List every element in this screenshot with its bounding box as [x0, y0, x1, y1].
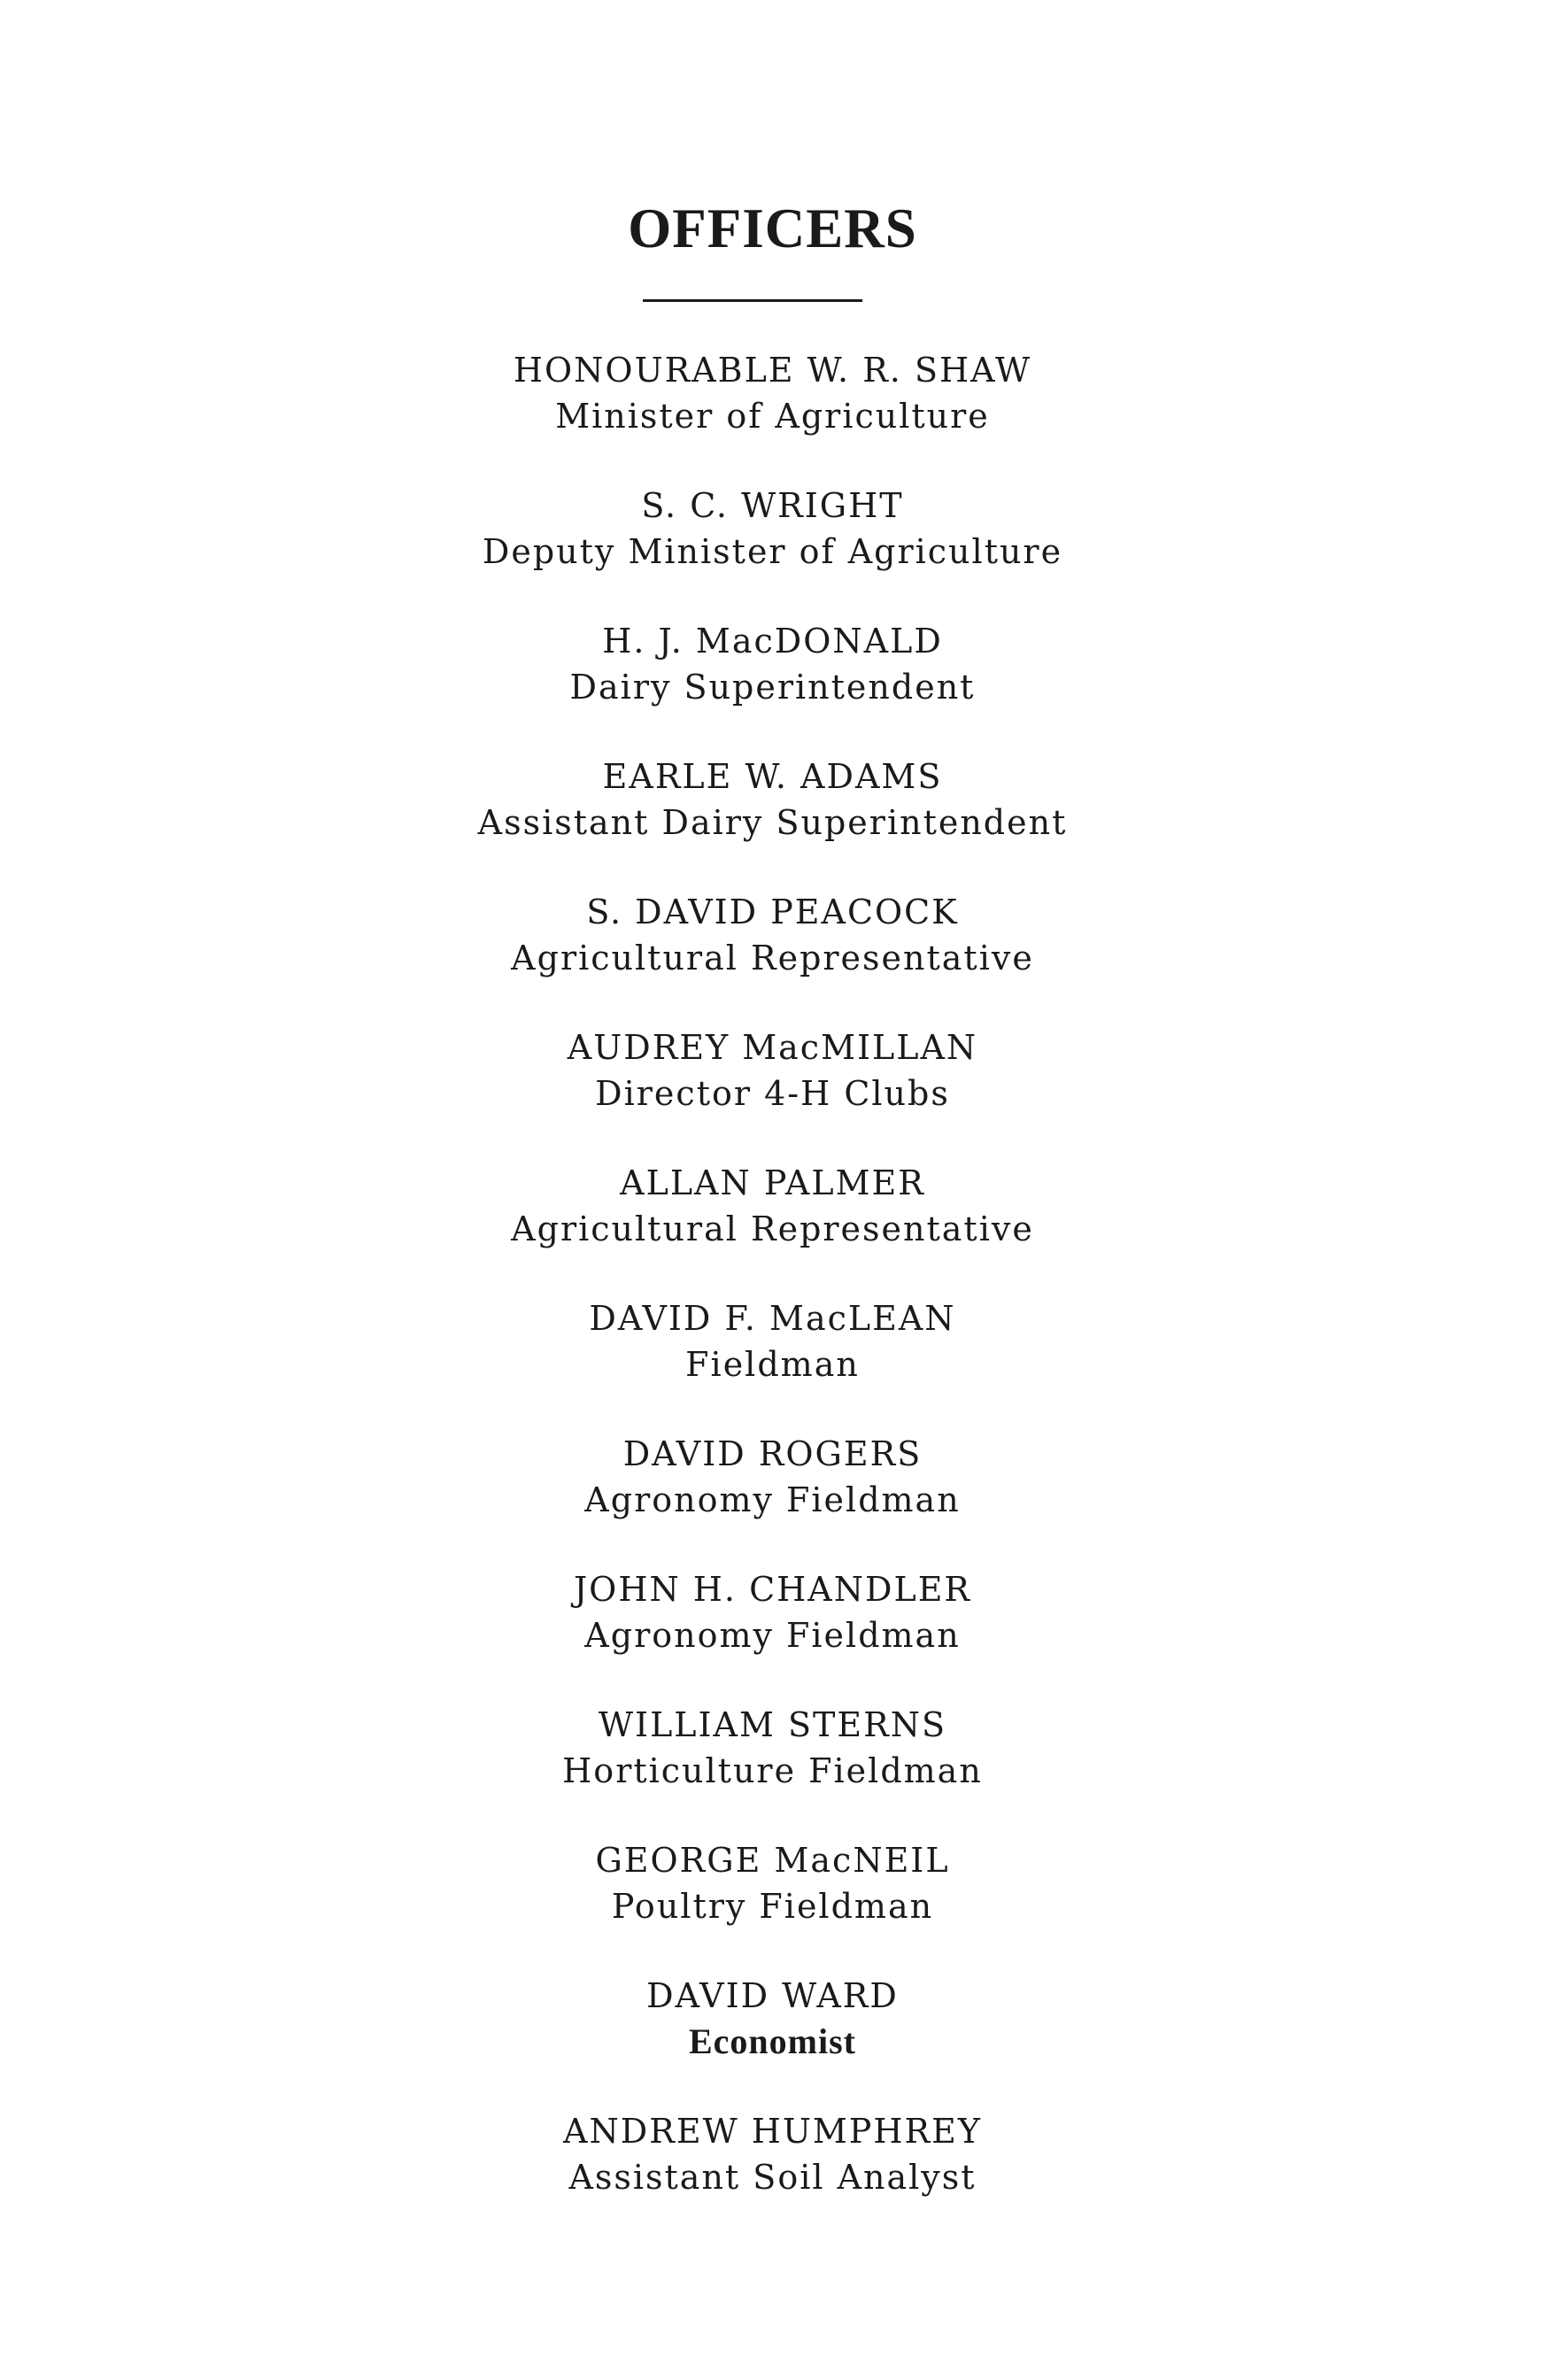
title-divider: [643, 299, 862, 302]
officer-role: Dairy Superintendent: [569, 668, 976, 707]
officer-name: ALLAN PALMER: [620, 1163, 925, 1202]
officer-entry: [0, 2108, 1545, 2244]
officer-role: Poultry Fieldman: [611, 1887, 934, 1926]
officer-name: ANDREW HUMPHREY: [563, 2112, 982, 2151]
officer-entry: [0, 1566, 1545, 1702]
officer-role: Horticulture Fieldman: [562, 1751, 983, 1790]
officer-name: S. DAVID PEACOCK: [586, 892, 959, 931]
officer-name: AUDREY MacMILLAN: [567, 1028, 978, 1067]
officer-role: Agronomy Fieldman: [584, 1480, 961, 1519]
officer-role: Assistant Soil Analyst: [568, 2158, 977, 2197]
officer-name: JOHN H. CHANDLER: [573, 1570, 972, 1609]
officer-role: Assistant Dairy Superintendent: [477, 803, 1068, 842]
officer-entry: [0, 1024, 1545, 1160]
officer-entry: [0, 1837, 1545, 1973]
officer-entry: [0, 1973, 1545, 2108]
officer-name: H. J. MacDONALD: [602, 622, 943, 661]
officer-entry: [0, 347, 1545, 483]
officer-name: DAVID ROGERS: [622, 1434, 923, 1473]
officer-role: Agronomy Fieldman: [584, 1616, 961, 1655]
officer-role: Deputy Minister of Agriculture: [482, 532, 1063, 571]
officer-entry: [0, 618, 1545, 753]
officer-entry: [0, 889, 1545, 1024]
page-title: OFFICERS: [628, 197, 917, 259]
officer-name: WILLIAM STERNS: [599, 1705, 946, 1744]
officer-role: Fieldman: [685, 1345, 860, 1384]
officer-entry: [0, 483, 1545, 618]
officer-entry: [0, 1431, 1545, 1566]
officer-entry: [0, 753, 1545, 889]
officer-entry: [0, 1295, 1545, 1431]
officer-name: DAVID WARD: [646, 1976, 899, 2015]
officer-name: HONOURABLE W. R. SHAW: [513, 351, 1032, 390]
officer-role: Economist: [689, 2021, 856, 2061]
officer-name: EARLE W. ADAMS: [602, 757, 943, 796]
officers-list: [0, 347, 1545, 2244]
officer-role: Agricultural Representative: [511, 939, 1034, 978]
officer-role: Agricultural Representative: [511, 1209, 1034, 1248]
officer-role: Director 4-H Clubs: [595, 1074, 950, 1113]
officer-entry: [0, 1160, 1545, 1295]
officer-name: GEORGE MacNEIL: [595, 1841, 950, 1880]
officer-name: DAVID F. MacLEAN: [589, 1299, 956, 1338]
officer-entry: [0, 1702, 1545, 1837]
officer-role: Minister of Agriculture: [555, 397, 990, 436]
officer-name: S. C. WRIGHT: [641, 486, 904, 525]
